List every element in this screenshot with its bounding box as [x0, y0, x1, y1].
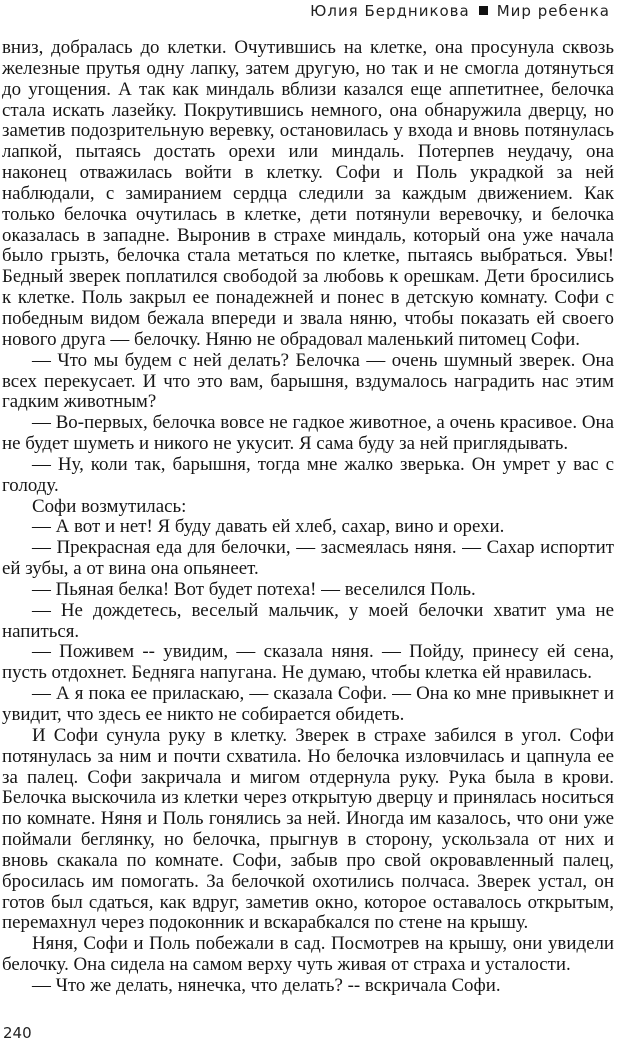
paragraph: — Что мы будем с ней делать? Белочка — очень шумный зверек. Она всех перекусает. И что это вам, барышня, вздумалось наградить нас этим гадким животным?: [2, 349, 614, 413]
paragraph: Няня, Софи и Поль побежали в сад. Посмотрев на крышу, они увидели белочку. Она сидела на самом верху чуть живая от страха и усталости.: [2, 933, 614, 976]
paragraph: — А вот и нет! Я буду давать ей хлеб, сахар, вино и орехи.: [32, 516, 505, 538]
paragraph: — Во-первых, белочка вовсе не гадкое животное, а очень красивое. Она не будет шуметь и никого не укусит. Я сама буду за ней приглядывать.: [2, 412, 614, 455]
paragraph: — Прекрасная еда для белочки, — засмеялась няня. — Сахар испортит ей зубы, а от вина она опьянеет.: [2, 537, 614, 580]
paragraph: — А я пока ее приласкаю, — сказала Софи. — Она ко мне привыкнет и увидит, что здесь ее никто не собирается обидеть.: [2, 683, 614, 725]
paragraph: — Поживем -- увидим, — сказала няня. — Пойду, принесу ей сена, пусть отдохнет. Бедняга напугана. Не думаю, чтобы клетка ей нравилась.: [2, 641, 614, 684]
header-separator-square: [479, 6, 488, 15]
paragraph: — Не дождетесь, веселый мальчик, у моей белочки хватит ума не напиться.: [2, 599, 614, 642]
paragraph: Софи возмутилась:: [32, 495, 187, 517]
page-number: 240: [3, 1024, 32, 1042]
body-text: [2, 38, 614, 997]
running-header: [310, 2, 610, 20]
paragraph: — Пьяная белка! Вот будет потеха! — веселился Поль.: [32, 578, 476, 600]
paragraph: — Что же делать, нянечка, что делать? -- вскричала Софи.: [32, 974, 501, 996]
paragraph: И Софи сунула руку в клетку. Зверек в страхе забился в угол. Софи потянулась за ним и почти схватила. Но белочка изловчилась и цапнула ее за палец. Софи закричала и мигом отдернула руку. Рука была в крови. Белочка выскочила из клетки через открытую дверцу и принялась носиться по комнате. Няня и Поль гонялись за ней. Иногда им казалось, что они уже поймали беглянку, но белочка, прыгнув в сторону, ускользала от них и вновь скакала по комнате. Софи, забыв про свой окровавленный палец, бросилась им помогать. За белочкой охотились полчаса. Зверек устал, он готов был сдаться, как вдруг, заметив окно, которое оставалось открытым, перемахнул через подоконник и вскарабкался по стене на крышу.: [2, 724, 614, 934]
paragraph: вниз, добралась до клетки. Очутившись на клетке, она просунула сквозь железные прутья одну лапку, затем другую, но так и не смогла дотянуться до угощения. А так как миндаль вблизи казался еще аппетитнее, белочка стала искать лазейку. Покрутившись немного, она обнаружила дверцу, но заметив подозрительную веревку, остановилась у входа и вновь потянулась лапкой, пытаясь достать орехи или миндаль. Потерпев неудачу, она наконец отважилась войти в клетку. Софи и Поль украдкой за ней наблюдали, с замиранием сердца следили за каждым движением. Как только белочка очутилась в клетке, дети потянули веревочку, и белочка оказалась в западне. Выронив в страхе миндаль, который она уже начала было грызть, белочка стала метаться по клетке, пытаясь выбраться. Увы! Бедный зверек поплатился свободой за любовь к орешкам. Дети бросились к клетке. Поль закрыл ее понадежней и понес в детскую комнату. Софи с победным видом бежала впереди и звала няню, чтобы показать ей своего нового друга — белочку. Няню не обрадовал маленький питомец Софи.: [2, 37, 614, 350]
paragraph: — Ну, коли так, барышня, тогда мне жалко зверька. Он умрет у вас с голоду.: [2, 453, 614, 496]
header-author: Юлия Бердникова: [310, 2, 470, 20]
header-book-title: Мир ребенка: [496, 2, 610, 20]
